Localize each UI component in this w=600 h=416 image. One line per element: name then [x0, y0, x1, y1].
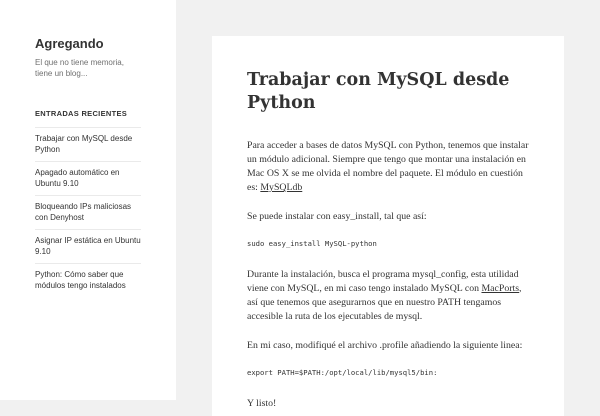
recent-post-link[interactable]: Python: Cómo saber que módulos tengo instalados: [35, 270, 126, 290]
paragraph: Se puede instalar con easy_install, tal que así:: [247, 211, 427, 222]
macports-link[interactable]: MacPorts: [481, 283, 520, 294]
code-block: export PATH=$PATH:/opt/local/lib/mysql5/bin:: [247, 368, 438, 377]
paragraph-text: Para acceder a bases de datos MySQL con Python, tenemos que instalar un módulo adicional. Siempre que tengo que montar una instalación en Mac OS X se me olvida el nombre del paquete. El módulo en cuestión es:: [247, 140, 529, 193]
post-title: Trabajar con MySQL desde Python: [247, 70, 510, 113]
post-content: [247, 139, 564, 411]
recent-posts-heading: ENTRADAS RECIENTES: [35, 109, 128, 118]
post-card: [212, 36, 564, 416]
recent-post-link[interactable]: Asignar IP estática en Ubuntu 9.10: [35, 236, 141, 256]
paragraph-text: , así que tenemos que asegurarnos que en nuestro PATH tengamos accesible la ruta de los ejecutables de mysql.: [247, 283, 522, 322]
paragraph: En mi caso, modifiqué el archivo .profile añadiendo la siguiente linea:: [247, 340, 523, 351]
list-item: [35, 161, 141, 195]
site-title-link[interactable]: Agregando: [35, 36, 104, 51]
paragraph: [247, 268, 533, 324]
recent-post-link[interactable]: Trabajar con MySQL desde Python: [35, 134, 133, 154]
mysqldb-link[interactable]: MySQLdb: [260, 182, 303, 193]
recent-posts-list: [35, 127, 141, 297]
list-item: [35, 195, 141, 229]
paragraph-text: Durante la instalación, busca el programa mysql_config, esta utilidad viene con MySQL, en mi caso tengo instalado MySQL con: [247, 269, 519, 294]
list-item: [35, 263, 141, 297]
list-item: [35, 127, 141, 161]
recent-post-link[interactable]: Apagado automático en Ubuntu 9.10: [35, 168, 120, 188]
recent-post-link[interactable]: Bloqueando IPs maliciosas con Denyhost: [35, 202, 132, 222]
site-description: El que no tiene memoria, tiene un blog...: [35, 58, 124, 78]
sidebar: [0, 0, 176, 400]
code-block: sudo easy_install MySQL-python: [247, 239, 377, 248]
paragraph: Y listo!: [247, 398, 277, 409]
paragraph: [247, 139, 533, 195]
list-item: [35, 229, 141, 263]
